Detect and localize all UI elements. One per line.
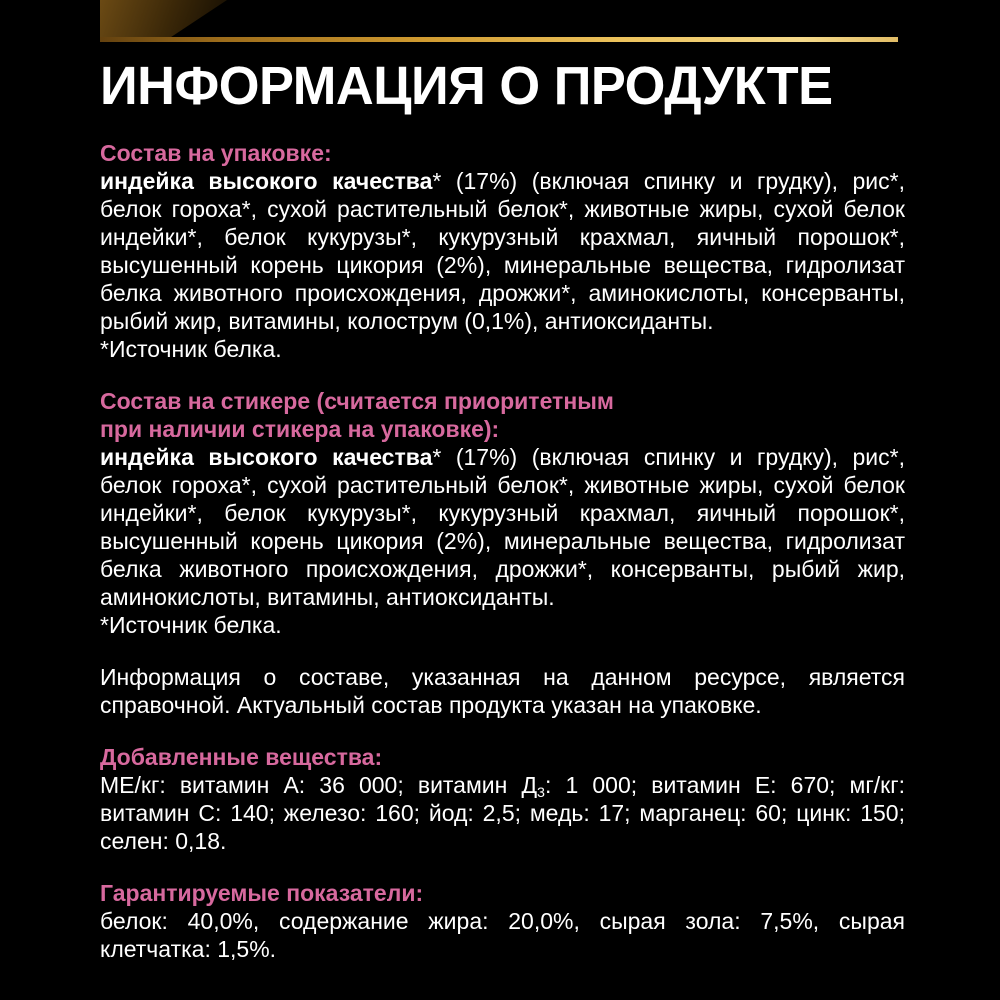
pack-composition-lead: индейка высокого качества: [100, 168, 433, 194]
sticker-composition-heading-line2: при наличии стикера на упаковке):: [100, 416, 500, 442]
sticker-composition-text: [100, 443, 905, 611]
pack-composition-text: [100, 167, 905, 335]
additives-text-post: : 1 000; витамин Е: 670; мг/кг: витамин С: 140; железо: 160; йод: 2,5; медь: 17; марганец: 60; цинк: 150; селен: 0,18.: [100, 772, 905, 854]
additives-text-pre: МЕ/кг: витамин А: 36 000; витамин Д: [100, 772, 538, 798]
additives-text: [100, 771, 905, 855]
sticker-composition-body: * (17%) (включая спинку и грудку), рис*, белок гороха*, сухой растительный белок*, животные жиры, сухой белок индейки*, белок кукурузы*, кукурузный крахмал, яичный порошок*, высушенный корень цикория (2%), минеральные вещества, гидролизат белка животного происхождения, дрожжи*, консерванты, рыбий жир, аминокислоты, витамины, антиоксиданты.: [100, 444, 905, 610]
composition-disclaimer: Информация о составе, указанная на данном ресурсе, является справочной. Актуальный состав продукта указан на упаковке.: [100, 664, 905, 718]
sticker-composition-lead: индейка высокого качества: [100, 444, 433, 470]
additives-heading: Добавленные вещества:: [100, 744, 383, 770]
page-title: [100, 0, 905, 115]
pack-composition-body: * (17%) (включая спинку и грудку), рис*, белок гороха*, сухой растительный белок*, животные жиры, сухой белок индейки*, белок кукурузы*, кукурузный крахмал, яичный порошок*, высушенный корень цикория (2%), минеральные вещества, гидролизат белка животного происхождения, дрожжи*, аминокислоты, консерванты, рыбий жир, витамины, колострум (0,1%), антиоксиданты.: [100, 168, 905, 334]
guaranteed-text: белок: 40,0%, содержание жира: 20,0%, сырая зола: 7,5%, сырая клетчатка: 1,5%.: [100, 908, 905, 962]
sticker-composition-heading-line1: Состав на стикере (считается приоритетным: [100, 388, 614, 414]
pack-composition-heading: Состав на упаковке:: [100, 140, 332, 166]
guaranteed-heading: Гарантируемые показатели:: [100, 880, 424, 906]
pack-composition-footnote: *Источник белка.: [100, 336, 282, 362]
page-title-text: ИНФОРМАЦИЯ О ПРОДУКТЕ: [100, 56, 833, 116]
sticker-composition-footnote: *Источник белка.: [100, 612, 282, 638]
content-column: [100, 0, 905, 963]
vitamin-d3-subscript: 3: [537, 784, 545, 801]
